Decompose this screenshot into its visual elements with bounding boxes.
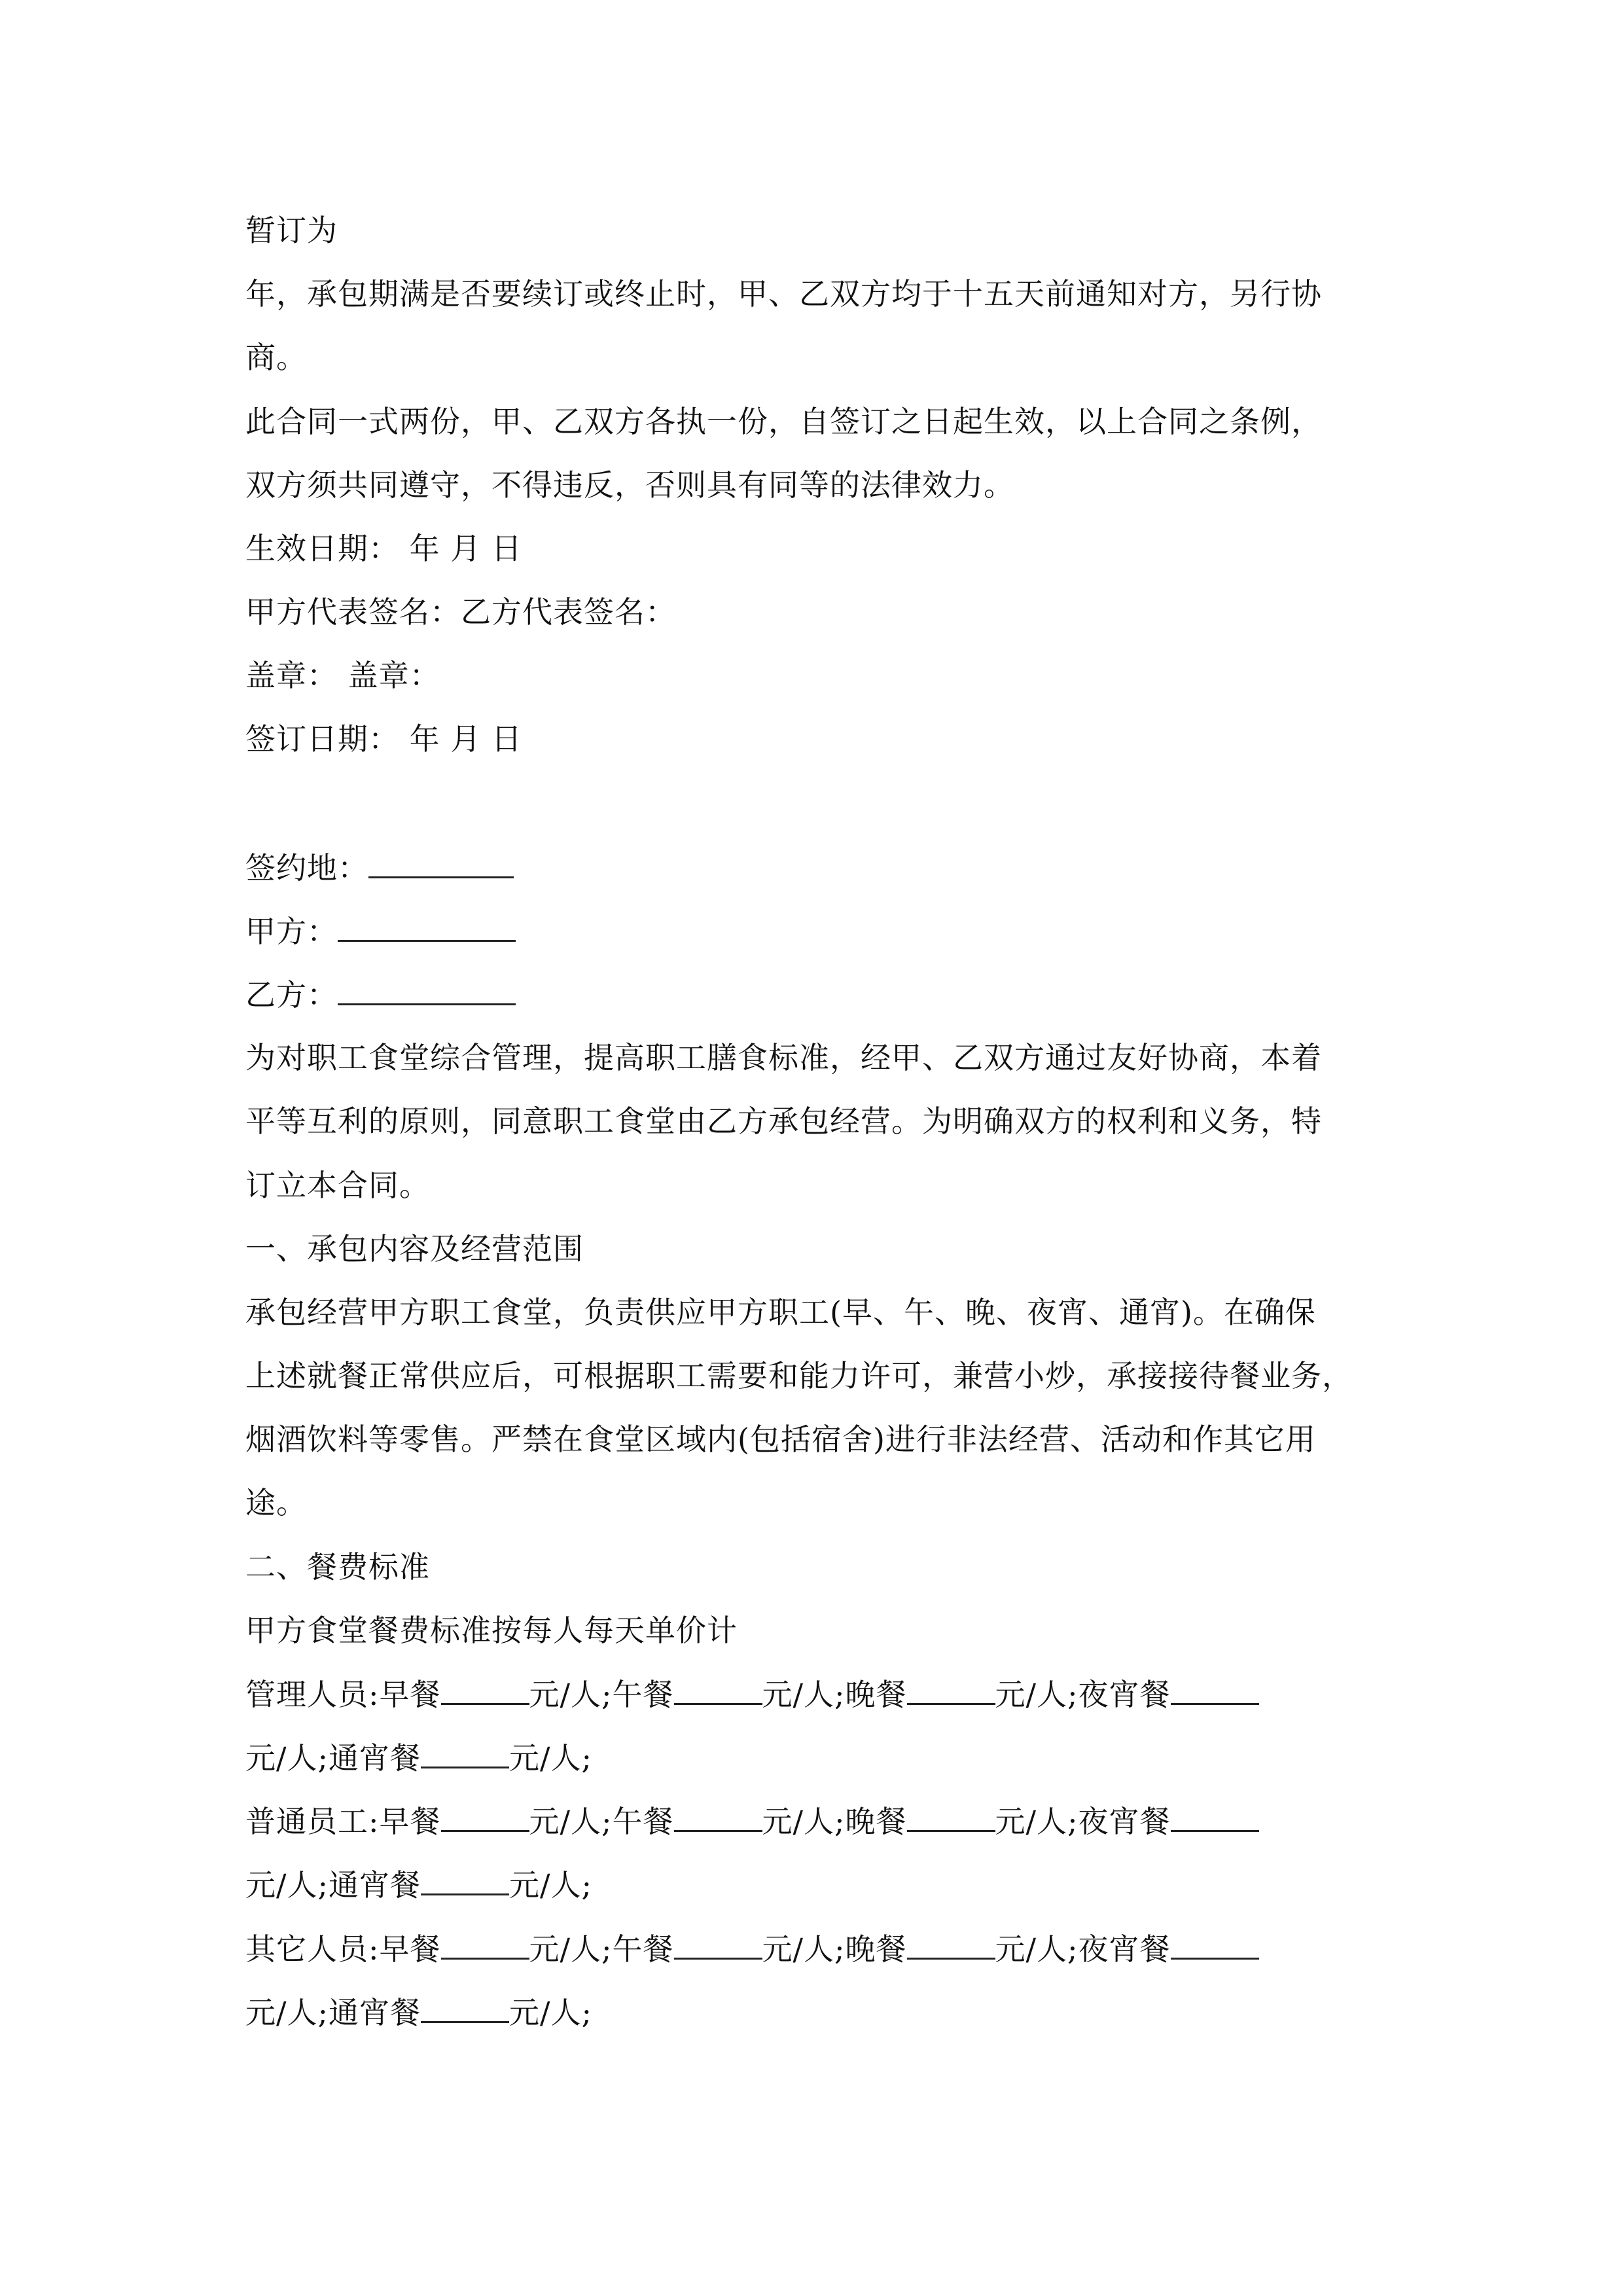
fee-row-others-cont xyxy=(245,1992,592,2032)
term-line-1: 年，承包期满是否要续订或终止时，甲、乙双方均于十五天前通知对方，另行协 xyxy=(245,276,1322,312)
fee-unit: 元/人; xyxy=(762,1677,846,1712)
breakfast-label: 早餐 xyxy=(379,1804,441,1839)
seals: 盖章： 盖章： xyxy=(245,658,440,693)
fee-unit: 元/人; xyxy=(762,1931,846,1967)
fee-unit: 元/人; xyxy=(995,1804,1079,1839)
fee-unit: 元/人; xyxy=(995,1677,1079,1712)
fee-row-others xyxy=(245,1929,1259,1969)
overnight-label: 通宵餐 xyxy=(329,1995,421,2030)
party-b-blank xyxy=(338,975,516,1005)
overnight-label: 通宵餐 xyxy=(329,1740,421,1776)
lunch-label: 午餐 xyxy=(612,1677,674,1712)
party-a-label: 甲方： xyxy=(245,914,338,949)
party-b-field xyxy=(245,975,516,1014)
fee-row-management xyxy=(245,1674,1259,1714)
late-snack-label: 夜宵餐 xyxy=(1078,1804,1171,1839)
fee-unit: 元/人; xyxy=(529,1677,613,1712)
fee-category-label: 管理人员: xyxy=(245,1677,380,1712)
fee-row-staff-cont xyxy=(245,1865,592,1905)
fee-unit: 元/人; xyxy=(245,1740,329,1776)
dinner-label: 晚餐 xyxy=(845,1677,907,1712)
late-snack-label: 夜宵餐 xyxy=(1078,1931,1171,1967)
dinner-label: 晚餐 xyxy=(845,1804,907,1839)
fee-blank xyxy=(421,1738,509,1768)
breakfast-label: 早餐 xyxy=(379,1677,441,1712)
late-snack-label: 夜宵餐 xyxy=(1078,1677,1171,1712)
effective-date: 生效日期： 年 月 日 xyxy=(245,531,522,566)
section-1-line-4: 途。 xyxy=(245,1485,307,1520)
fee-unit: 元/人; xyxy=(509,1867,592,1903)
preamble-line-2: 平等互利的原则，同意职工食堂由乙方承包经营。为明确双方的权利和义务，特 xyxy=(245,1103,1322,1139)
fee-unit: 元/人; xyxy=(509,1740,592,1776)
fee-row-management-cont xyxy=(245,1738,592,1778)
signing-date: 签订日期： 年 月 日 xyxy=(245,721,522,757)
signing-place-label: 签约地： xyxy=(245,850,368,886)
signing-place-field xyxy=(245,848,514,888)
fee-blank xyxy=(674,1674,762,1705)
preamble-line-3: 订立本合同。 xyxy=(245,1168,430,1203)
section-1-heading: 一、承包内容及经营范围 xyxy=(245,1231,584,1266)
term-prefix: 暂订为 xyxy=(245,213,338,248)
overnight-label: 通宵餐 xyxy=(329,1867,421,1903)
fee-unit: 元/人; xyxy=(529,1804,613,1839)
dinner-label: 晚餐 xyxy=(845,1931,907,1967)
section-2-heading: 二、餐费标准 xyxy=(245,1549,430,1585)
party-b-label: 乙方： xyxy=(245,977,338,1013)
fee-blank xyxy=(1171,1674,1259,1705)
fee-blank xyxy=(1171,1801,1259,1832)
term-line-2: 商。 xyxy=(245,340,307,375)
fee-blank xyxy=(674,1801,762,1832)
fee-unit: 元/人; xyxy=(762,1804,846,1839)
fee-row-staff xyxy=(245,1801,1259,1841)
preamble-line-1: 为对职工食堂综合管理，提高职工膳食标准，经甲、乙双方通过友好协商，本着 xyxy=(245,1040,1322,1075)
fee-blank xyxy=(907,1674,995,1705)
lunch-label: 午餐 xyxy=(612,1804,674,1839)
lunch-label: 午餐 xyxy=(612,1931,674,1967)
fee-blank xyxy=(674,1929,762,1960)
breakfast-label: 早餐 xyxy=(379,1931,441,1967)
section-2-intro: 甲方食堂餐费标准按每人每天单价计 xyxy=(245,1613,738,1648)
section-1-line-3: 烟酒饮料等零售。严禁在食堂区域内(包括宿舍)进行非法经营、活动和作其它用 xyxy=(245,1422,1316,1457)
fee-blank xyxy=(907,1929,995,1960)
fee-blank xyxy=(441,1674,529,1705)
fee-blank xyxy=(421,1992,509,2023)
fee-blank xyxy=(907,1801,995,1832)
copies-line-2: 双方须共同遵守，不得违反，否则具有同等的法律效力。 xyxy=(245,467,1014,503)
fee-unit: 元/人; xyxy=(529,1931,613,1967)
copies-line-1: 此合同一式两份，甲、乙双方各执一份，自签订之日起生效，以上合同之条例， xyxy=(245,404,1322,439)
section-1-line-1: 承包经营甲方职工食堂，负责供应甲方职工(早、午、晚、夜宵、通宵)。在确保 xyxy=(245,1295,1316,1330)
section-1-line-2: 上述就餐正常供应后，可根据职工需要和能力许可，兼营小炒，承接接待餐业务， xyxy=(245,1358,1353,1393)
fee-unit: 元/人; xyxy=(245,1867,329,1903)
fee-unit: 元/人; xyxy=(995,1931,1079,1967)
representatives-signature: 甲方代表签名：乙方代表签名： xyxy=(245,594,676,630)
fee-blank xyxy=(441,1929,529,1960)
fee-blank xyxy=(421,1865,509,1895)
fee-category-label: 其它人员: xyxy=(245,1931,380,1967)
fee-category-label: 普通员工: xyxy=(245,1804,380,1839)
signing-place-blank xyxy=(368,848,514,878)
party-a-blank xyxy=(338,911,516,942)
party-a-field xyxy=(245,911,516,951)
fee-unit: 元/人; xyxy=(509,1995,592,2030)
fee-unit: 元/人; xyxy=(245,1995,329,2030)
fee-blank xyxy=(441,1801,529,1832)
fee-blank xyxy=(1171,1929,1259,1960)
